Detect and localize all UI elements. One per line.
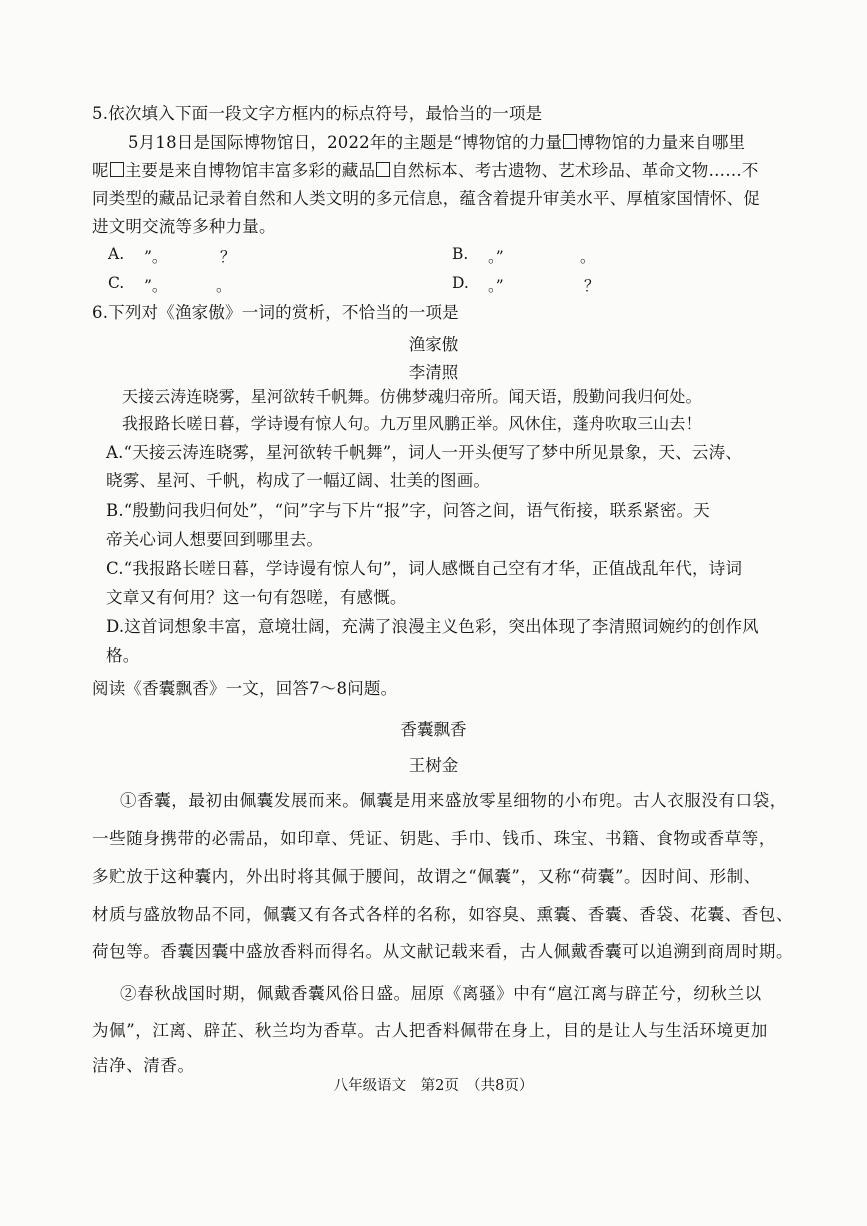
- q5-passage-line: [128, 132, 745, 154]
- q5-passage-line: 进文明交流等多种力量。: [92, 217, 276, 236]
- option-punct: 。”: [488, 277, 504, 295]
- q5-passage-line: 同类型的藏品记录着自然和人类文明的多元信息，蕴含着提升审美水平、厚植家国情怀、促: [92, 189, 760, 208]
- q6-option-c-line1: C.“我报路长嗟日暮，学诗谩有惊人句”，词人感慨自己空有才华，正值战乱年代，诗词: [106, 559, 743, 578]
- article-line: ①香囊，最初由佩囊发展而来。佩囊是用来盛放零星细物的小布兜。古人衣服没有口袋，: [120, 791, 787, 810]
- q6-stem: 6.下列对《渔家傲》一词的赏析，不恰当的一项是: [92, 303, 459, 322]
- article-line: ②春秋战国时期，佩戴香囊风俗日盛。屈原《离骚》中有“扈江离与辟芷兮，纫秋兰以: [120, 984, 762, 1003]
- q6-option-a-line2: 晓雾、星河、千帆，构成了一幅辽阔、壮美的图画。: [106, 471, 491, 490]
- q5-text-2b: 主要是来自博物馆丰富多彩的藏品: [124, 161, 376, 180]
- poem-line: 我报路长嗟日暮，学诗谩有惊人句。九万里风鹏正举。风休住，蓬舟吹取三山去！: [122, 414, 702, 433]
- article-line: 为佩”，江离、辟芷、秋兰均为香草。古人把香料佩带在身上，目的是让人与生活环境更加: [92, 1021, 768, 1040]
- article-author: 王树金: [408, 756, 459, 775]
- option-punct: 。: [216, 277, 232, 295]
- q6-option-c-line2: 文章又有何用？这一句有怨嗟，有感慨。: [106, 588, 407, 607]
- blank-box: [110, 162, 124, 177]
- poem-line: 天接云涛连晓雾，星河欲转千帆舞。仿佛梦魂归帝所。闻天语，殷勤问我归何处。: [122, 387, 702, 406]
- q5-passage-line: [92, 160, 759, 182]
- blank-box: [563, 134, 577, 149]
- poem-author: 李清照: [408, 363, 459, 382]
- reading-intro: 阅读《香囊飘香》一文，回答7～8问题。: [92, 679, 398, 698]
- option-punct: ？: [220, 248, 236, 266]
- article-line: 洁净、清香。: [92, 1056, 195, 1075]
- blank-box: [376, 162, 390, 177]
- q5-text-1b: 博物馆的力量来自哪里: [578, 133, 746, 152]
- option-punct: 。”: [488, 248, 504, 266]
- article-line: 多贮放于这种囊内，外出时将其佩于腰间，故谓之“佩囊”，又称“荷囊”。因时间、形制、: [92, 867, 761, 886]
- q5-text-2c: 自然标本、考古遗物、艺术珍品、革命文物……不: [391, 161, 759, 180]
- q5-stem: 5.依次填入下面一段文字方框内的标点符号，最恰当的一项是: [92, 104, 543, 123]
- option-label: A.: [108, 245, 125, 263]
- page-footer: 八年级语文 第2页 （共8页）: [333, 1078, 534, 1094]
- q6-option-d-line1: D.这首词想象丰富，意境壮阔，充满了浪漫主义色彩，突出体现了李清照词婉约的创作风: [106, 617, 759, 636]
- article-line: 一些随身携带的必需品，如印章、凭证、钥匙、手巾、钱币、珠宝、书籍、食物或香草等，: [92, 829, 776, 848]
- article-line: 材质与盛放物品不同，佩囊又有各式各样的名称，如容臭、熏囊、香囊、香袋、花囊、香包、: [92, 905, 794, 924]
- option-punct: ”。: [144, 248, 168, 266]
- option-label: B.: [452, 245, 469, 263]
- option-punct: 。: [580, 248, 596, 266]
- q5-text-2a: 呢: [92, 161, 109, 180]
- q6-option-d-line2: 格。: [106, 646, 140, 665]
- q6-option-b-line1: B.“殷勤问我归何处”，“问”字与下片“报”字，问答之间，语气衔接，联系紧密。天: [106, 501, 710, 520]
- poem-title: 渔家傲: [408, 335, 459, 354]
- option-label: D.: [452, 274, 469, 292]
- option-punct: ？: [584, 277, 600, 295]
- q6-option-b-line2: 帝关心词人想要回到哪里去。: [106, 530, 324, 549]
- q5-text-1: 5月18日是国际博物馆日，2022年的主题是“博物馆的力量: [128, 133, 563, 152]
- option-label: C.: [108, 274, 125, 292]
- article-title: 香囊飘香: [400, 720, 467, 739]
- article-line: 荷包等。香囊因囊中盛放香料而得名。从文献记载来看，古人佩戴香囊可以追溯到商周时期。: [92, 942, 794, 961]
- q6-option-a-line1: A.“天接云涛连晓雾，星河欲转千帆舞”，词人一开头便写了梦中所见景象，天、云涛、: [106, 443, 743, 462]
- option-punct: ”。: [144, 277, 168, 295]
